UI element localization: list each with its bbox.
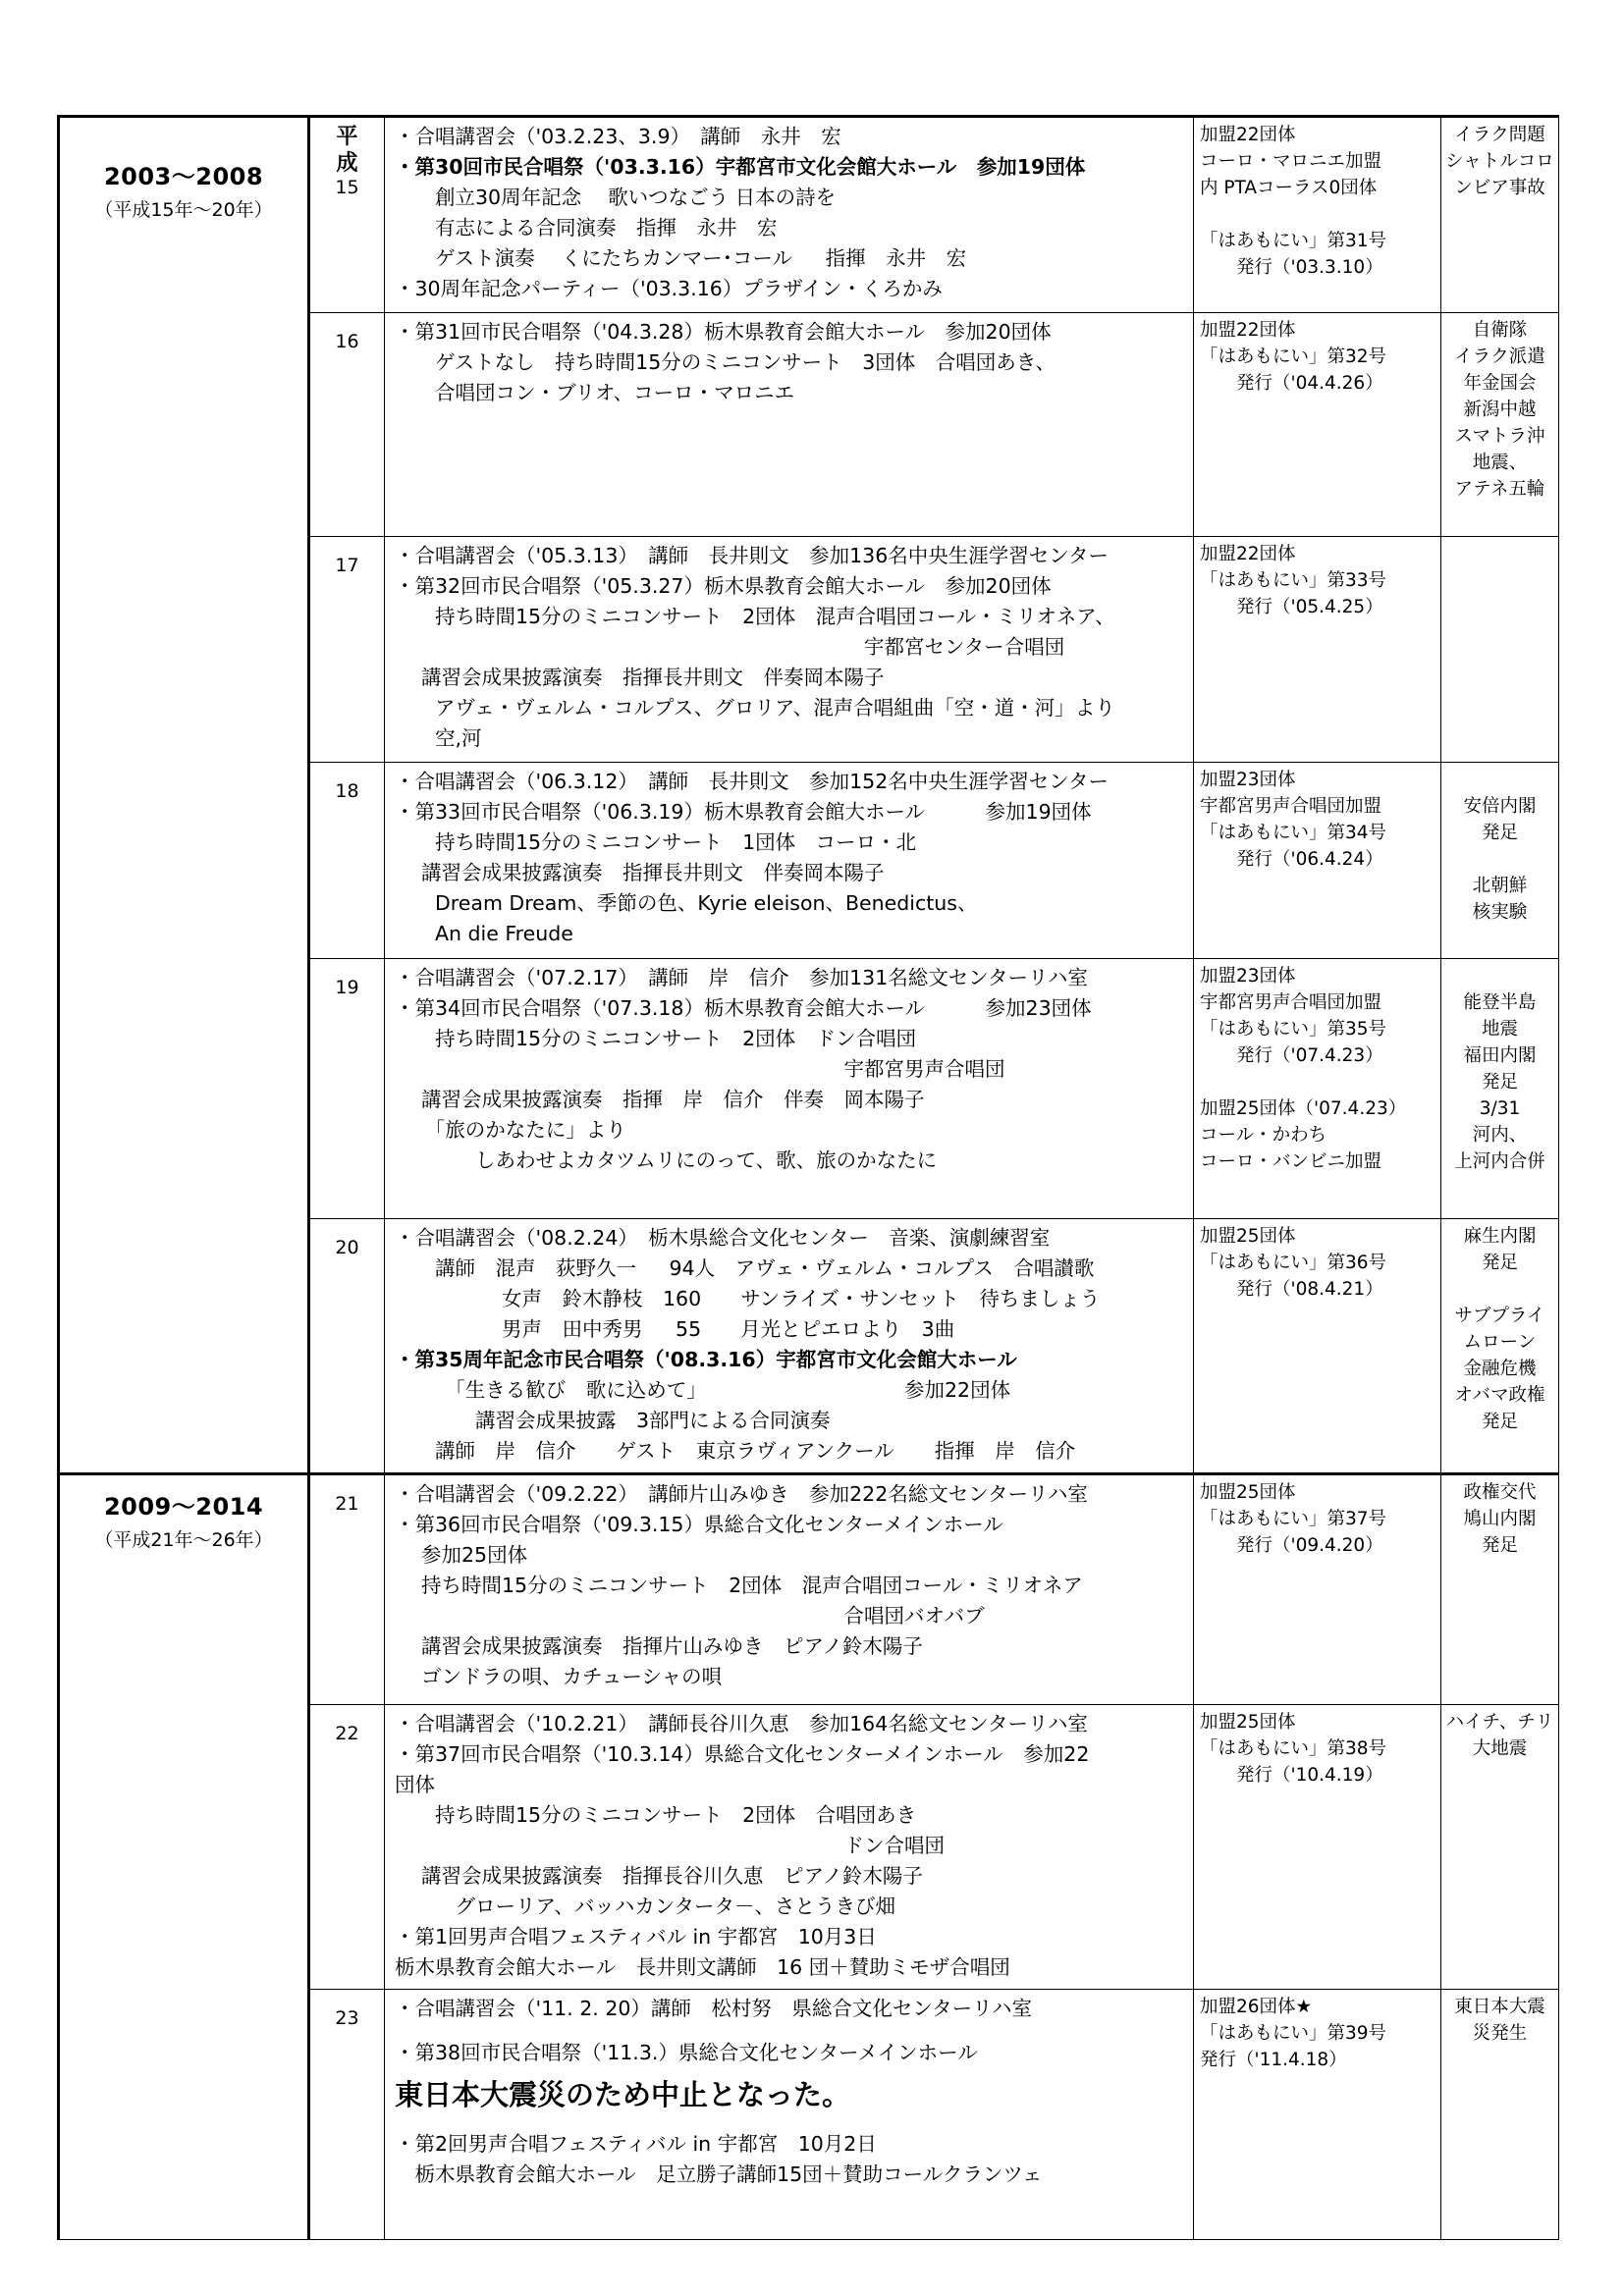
event-line: 講師 混声 荻野久一 94人 アヴェ・ヴェルム・コルプス 合唱讃歌	[395, 1256, 1095, 1280]
event-line: 講習会成果披露演奏 指揮長谷川久恵 ピアノ鈴木陽子	[395, 1864, 923, 1888]
world-event-line: 新潟中越	[1463, 400, 1537, 420]
event-line: ・合唱講習会（'08.2.24） 栃木県総合文化センター 音楽、演劇練習室	[395, 1226, 1051, 1250]
event-line: 東日本大震災のため中止となった。	[395, 2078, 851, 2111]
world-event-line: オバマ政権	[1454, 1385, 1545, 1406]
event-line: 栃木県教育会館大ホール 長井則文講師 16 団＋賛助ミモザ合唱団	[395, 1955, 1010, 1979]
event-line: 宇都宮男声合唱団	[395, 1057, 1005, 1081]
event-line: ・第31回市民合唱祭（'04.3.28）栃木県教育会館大ホール 参加20団体	[395, 320, 1052, 344]
event-line: ・第30回市民合唱祭（'03.3.16）宇都宮市文化会館大ホール 参加19団体	[395, 155, 1086, 179]
note-line: 加盟25団体	[1200, 1226, 1296, 1247]
world-events-cell	[1441, 1219, 1559, 1474]
note-line: 内 PTAコーラス0団体	[1200, 178, 1378, 198]
event-line: 「旅のかなたに」より	[395, 1118, 626, 1142]
event-line: ゴンドラの唄、カチューシャの唄	[395, 1665, 723, 1688]
era-cell	[59, 1474, 309, 2240]
events-cell	[385, 1219, 1194, 1474]
event-line: 栃木県教育会館大ホール 足立勝子講師15団＋賛助コールクランツェ	[395, 2163, 1043, 2186]
events-cell	[385, 1474, 1194, 1705]
world-event-line: イラク問題	[1454, 125, 1545, 145]
federation-notes-cell	[1194, 537, 1441, 763]
year-number: 21	[335, 1493, 359, 1515]
world-event-line: 福田内閣	[1463, 1045, 1537, 1066]
note-line: 発行（'06.4.24）	[1200, 849, 1383, 870]
event-line: 持ち時間15分のミニコンサート 2団体 混声合唱団コール・ミリオネア、	[395, 605, 1115, 628]
event-line: 講習会成果披露演奏 指揮長井則文 伴奏岡本陽子	[395, 666, 885, 689]
event-line: 講師 岸 信介 ゲスト 東京ラヴィアンクール 指揮 岸 信介	[395, 1439, 1076, 1463]
event-line: ・合唱講習会（'07.2.17） 講師 岸 信介 参加131名総文センターリハ室	[395, 966, 1088, 989]
note-line: 加盟23団体	[1200, 966, 1296, 987]
note-line: 発行（'09.4.20）	[1200, 1535, 1383, 1556]
world-event-line: 発足	[1481, 1072, 1518, 1093]
event-line: 団体	[395, 1773, 435, 1796]
note-line	[1200, 1069, 1435, 1095]
events-cell	[385, 117, 1194, 313]
event-line: Dream Dream、季節の色、Kyrie eleison、Benedictus、	[395, 891, 978, 915]
era-cell	[59, 117, 309, 1474]
note-line: 発行（'10.4.19）	[1200, 1765, 1383, 1786]
federation-notes-cell	[1194, 117, 1441, 313]
world-event-line: サブプライ	[1454, 1306, 1545, 1326]
event-line: ・第36回市民合唱祭（'09.3.15）県総合文化センターメインホール	[395, 1513, 1003, 1536]
world-event-line: 政権交代	[1463, 1482, 1537, 1503]
federation-notes-cell	[1194, 1474, 1441, 1705]
year-cell	[309, 763, 385, 959]
era-subtitle: （平成21年〜26年）	[94, 1529, 273, 1551]
event-line: ・合唱講習会（'09.2.22） 講師片山みゆき 参加222名総文センターリハ室	[395, 1482, 1088, 1506]
world-event-line: 発足	[1481, 1253, 1518, 1273]
era-subtitle: （平成15年〜20年）	[94, 199, 273, 221]
note-line: 加盟22団体	[1200, 125, 1296, 145]
note-line: 発行（'08.4.21）	[1200, 1279, 1383, 1300]
year-cell	[309, 959, 385, 1219]
world-event-line: 能登半島	[1463, 992, 1537, 1013]
year-number: 22	[335, 1723, 359, 1744]
note-line: 加盟23団体	[1200, 770, 1296, 790]
world-event-line	[1445, 1276, 1554, 1303]
world-event-line: 上河内合併	[1454, 1151, 1545, 1172]
event-line: グローリア、バッハカンタータ－、さとうきび畑	[395, 1895, 896, 1918]
note-line: 「はあもにい」第32号	[1200, 347, 1387, 367]
world-event-line: 3/31	[1479, 1098, 1521, 1119]
world-event-line	[1445, 846, 1554, 873]
world-event-line: 安倍内閣	[1463, 796, 1537, 817]
note-line: 加盟25団体	[1200, 1482, 1296, 1503]
year-cell	[309, 117, 385, 313]
event-line: ・合唱講習会（'06.3.12） 講師 長井則文 参加152名中央生涯学習センター	[395, 770, 1109, 793]
world-event-line: アテネ五輪	[1454, 479, 1545, 500]
year-number: 19	[335, 977, 359, 998]
event-line: 宇都宮センター合唱団	[395, 635, 1065, 659]
event-line: An die Freude	[395, 922, 573, 945]
event-line: ・第35周年記念市民合唱祭（'08.3.16）宇都宮市文化会館大ホール	[395, 1348, 1017, 1371]
event-line: 講習会成果披露 3部門による合同演奏	[395, 1409, 831, 1432]
world-events-cell	[1441, 1705, 1559, 1990]
world-events-cell	[1441, 959, 1559, 1219]
note-line: コーロ・マロニエ加盟	[1200, 151, 1382, 172]
event-line: 空,河	[395, 726, 482, 750]
note-line: 「はあもにい」第33号	[1200, 570, 1387, 591]
event-line: ・30周年記念パーティー（'03.3.16）プラザイン・くろかみ	[395, 277, 943, 300]
world-event-line: 大地震	[1472, 1738, 1528, 1759]
world-event-line: 麻生内閣	[1463, 1226, 1537, 1247]
event-line: ・第38回市民合唱祭（'11.3.）県総合文化センターメインホール	[395, 2041, 978, 2064]
world-event-line: 東日本大震	[1454, 1997, 1545, 2017]
world-event-line	[1445, 767, 1554, 793]
world-event-line	[1445, 963, 1554, 989]
world-event-line: 発足	[1481, 823, 1518, 843]
events-cell	[385, 959, 1194, 1219]
event-line	[395, 469, 1185, 500]
federation-notes-cell	[1194, 1219, 1441, 1474]
world-event-line: 核実験	[1472, 902, 1528, 923]
note-line	[1200, 201, 1435, 228]
note-line: 加盟22団体	[1200, 320, 1296, 341]
world-event-line: スマトラ沖	[1454, 426, 1545, 447]
world-events-cell	[1441, 1990, 1559, 2240]
event-line: ・第32回市民合唱祭（'05.3.27）栃木県教育会館大ホール 参加20団体	[395, 574, 1052, 598]
event-line: 講習会成果披露演奏 指揮長井則文 伴奏岡本陽子	[395, 861, 885, 884]
world-event-line: ンビア事故	[1454, 178, 1545, 198]
year-number: 18	[335, 780, 359, 802]
note-line: 宇都宮男声合唱団加盟	[1200, 796, 1382, 817]
year-row	[59, 1474, 1559, 1705]
world-event-line: イラク派遣	[1454, 347, 1545, 367]
note-line: 発行（'04.4.26）	[1200, 373, 1383, 394]
event-line	[395, 439, 1185, 469]
note-line: 「はあもにい」第34号	[1200, 823, 1387, 843]
event-line: 「生きる歓び 歌に込めて」 参加22団体	[395, 1378, 1011, 1402]
world-event-line: 災発生	[1472, 2023, 1528, 2044]
event-line: 合唱団バオバブ	[395, 1604, 985, 1628]
year-cell	[309, 537, 385, 763]
world-event-line: ムローン	[1463, 1332, 1537, 1353]
year-cell	[309, 1705, 385, 1990]
world-event-line: 地震、	[1472, 453, 1528, 473]
events-cell	[385, 537, 1194, 763]
events-cell	[385, 763, 1194, 959]
note-line: 「はあもにい」第31号	[1200, 231, 1387, 251]
federation-notes-cell	[1194, 1705, 1441, 1990]
events-cell	[385, 1705, 1194, 1990]
event-line: 合唱団コン・ブリオ、コーロ・マロニエ	[395, 381, 795, 404]
world-events-cell	[1441, 1474, 1559, 1705]
era-name-label: 平 成	[336, 125, 358, 176]
year-cell	[309, 1474, 385, 1705]
federation-notes-cell	[1194, 1990, 1441, 2240]
note-line: 「はあもにい」第37号	[1200, 1509, 1387, 1529]
year-number: 23	[335, 2007, 359, 2029]
event-line: ・第33回市民合唱祭（'06.3.19）栃木県教育会館大ホール 参加19団体	[395, 800, 1092, 824]
note-line: 「はあもにい」第38号	[1200, 1738, 1387, 1759]
event-line: 持ち時間15分のミニコンサート 1団体 コーロ・北	[395, 830, 917, 854]
event-line: 持ち時間15分のミニコンサート 2団体 合唱団あき	[395, 1803, 917, 1827]
year-cell	[309, 313, 385, 537]
note-line: 発行（'05.4.25）	[1200, 597, 1383, 617]
event-line: ・合唱講習会（'10.2.21） 講師長谷川久恵 参加164名総文センターリハ室	[395, 1712, 1088, 1735]
note-line: 加盟22団体	[1200, 544, 1296, 564]
note-line: コーロ・バンビニ加盟	[1200, 1151, 1382, 1172]
note-line: 「はあもにい」第39号	[1200, 2023, 1387, 2044]
event-line: ・第34回市民合唱祭（'07.3.18）栃木県教育会館大ホール 参加23団体	[395, 996, 1092, 1020]
federation-notes-cell	[1194, 959, 1441, 1219]
world-event-line: 北朝鮮	[1472, 876, 1528, 896]
events-cell	[385, 1990, 1194, 2240]
event-line: ゲスト演奏 くにたちカンマー･コール 指揮 永井 宏	[395, 246, 967, 270]
event-line: ゲストなし 持ち時間15分のミニコンサート 3団体 合唱団あき、	[395, 350, 1056, 374]
world-event-line: 自衛隊	[1472, 320, 1528, 341]
note-line: 「はあもにい」第36号	[1200, 1253, 1387, 1273]
event-line: ドン合唱団	[395, 1834, 946, 1857]
year-number: 15	[335, 177, 359, 198]
world-event-line: 金融危機	[1463, 1359, 1537, 1379]
year-number: 17	[335, 555, 359, 576]
world-event-line: 鳩山内閣	[1463, 1509, 1537, 1529]
federation-notes-cell	[1194, 763, 1441, 959]
world-events-cell	[1441, 313, 1559, 537]
note-line: コール・かわち	[1200, 1125, 1327, 1146]
note-line: 発行（'07.4.23）	[1200, 1045, 1383, 1066]
event-line: ・第37回市民合唱祭（'10.3.14）県総合文化センターメインホール 参加22	[395, 1742, 1090, 1766]
era-range: 2009〜2014	[103, 1493, 264, 1521]
world-event-line: 発足	[1481, 1412, 1518, 1432]
event-line: 持ち時間15分のミニコンサート 2団体 混声合唱団コール・ミリオネア	[395, 1574, 1083, 1597]
event-line: ・合唱講習会（'11. 2. 20）講師 松村努 県総合文化センターリハ室	[395, 1997, 1032, 2020]
note-line: 発行（'03.3.10）	[1200, 257, 1383, 278]
world-event-line: シャトルコロ	[1445, 151, 1554, 172]
world-event-line: 年金国会	[1463, 373, 1537, 394]
year-number: 16	[335, 331, 359, 352]
world-event-line: 河内、	[1472, 1125, 1528, 1146]
event-line	[395, 408, 1185, 439]
note-line: 加盟26団体★	[1200, 1997, 1313, 2017]
year-cell	[309, 1219, 385, 1474]
event-line: ・合唱講習会（'05.3.13） 講師 長井則文 参加136名中央生涯学習センター	[395, 544, 1109, 567]
event-line: 講習会成果披露演奏 指揮 岸 信介 伴奏 岡本陽子	[395, 1088, 925, 1111]
event-line: 男声 田中秀男 55 月光とピエロより 3曲	[395, 1317, 955, 1341]
world-events-cell	[1441, 537, 1559, 763]
era-range: 2003〜2008	[103, 163, 264, 190]
world-event-line: 発足	[1481, 1535, 1518, 1556]
note-line: 発行（'11.4.18）	[1200, 2050, 1347, 2070]
event-line: 有志による合同演奏 指揮 永井 宏	[395, 216, 778, 240]
year-number: 20	[335, 1237, 359, 1258]
event-line: 創立30周年記念 歌いつなごう 日本の詩を	[395, 186, 837, 209]
note-line: 加盟25団体	[1200, 1712, 1296, 1733]
world-event-line: ハイチ、チリ	[1445, 1712, 1554, 1733]
event-line: 女声 鈴木静枝 160 サンライズ・サンセット 待ちましょう	[395, 1287, 1101, 1310]
event-line: アヴェ・ヴェルム・コルプス、グロリア、混声合唱組曲「空・道・河」より	[395, 696, 1115, 720]
event-line: しあわせよカタツムリにのって、歌、旅のかなたに	[395, 1148, 938, 1172]
world-event-line: 地震	[1481, 1019, 1518, 1040]
event-line: ・合唱講習会（'03.2.23、3.9） 講師 永井 宏	[395, 125, 841, 148]
event-line: 参加25団体	[395, 1543, 528, 1567]
note-line: 加盟25団体（'07.4.23）	[1200, 1098, 1407, 1119]
year-cell	[309, 1990, 385, 2240]
event-line: ・第2回男声合唱フェスティバル in 宇都宮 10月2日	[395, 2132, 877, 2156]
world-events-cell	[1441, 763, 1559, 959]
chronology-table	[57, 115, 1559, 2240]
event-line	[395, 500, 1185, 530]
event-line: 持ち時間15分のミニコンサート 2団体 ドン合唱団	[395, 1027, 917, 1050]
world-events-cell	[1441, 117, 1559, 313]
year-row	[59, 117, 1559, 313]
event-line: ・第1回男声合唱フェスティバル in 宇都宮 10月3日	[395, 1925, 877, 1949]
note-line: 宇都宮男声合唱団加盟	[1200, 992, 1382, 1013]
federation-notes-cell	[1194, 313, 1441, 537]
event-line	[395, 1176, 1185, 1206]
events-cell	[385, 313, 1194, 537]
event-line: 講習会成果披露演奏 指揮片山みゆき ピアノ鈴木陽子	[395, 1634, 923, 1658]
note-line: 「はあもにい」第35号	[1200, 1019, 1387, 1040]
